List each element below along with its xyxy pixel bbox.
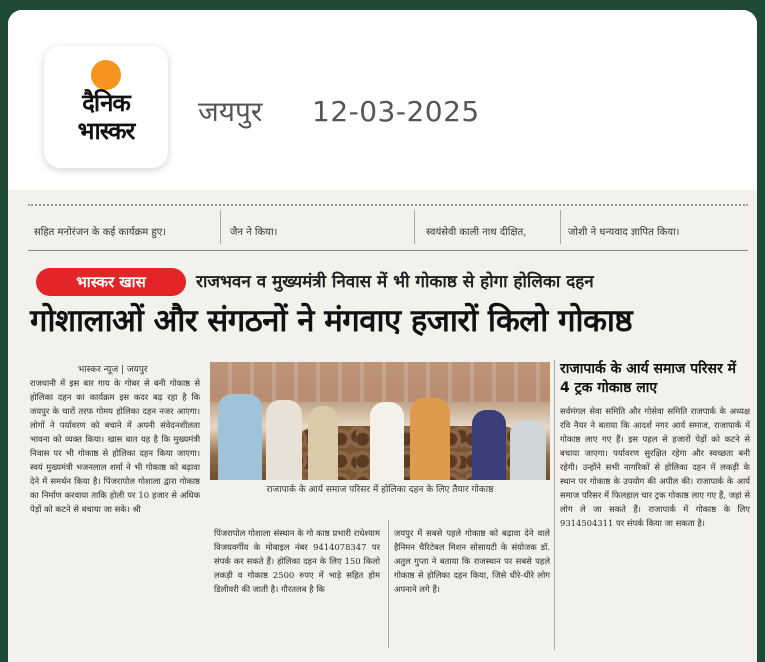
- article-column-4: सर्वमंगल सेवा समिति और गोसेवा समिति राजपार्क के अध्यक्ष रवि नैयर ने बताया कि आदर्श नगर आर्य समाज, राजापार्क में गोकाष्ठ लाए गए हैं। इस पहल से हजारों पेड़ों को कटने से बचाया जाएगा। पर्यावरण सुरक्षित रहेगा और स्वच्छता बनी रहेगी। उन्होंने सभी नागरिकों से होलिका दहन में लकड़ी के स्थान पर गोकाष्ठ के उपयोग की अपील की। राजापार्क के आर्य समाज परिसर में फिलहाल चार ट्रक गोकाष्ठ लाए गए हैं, जहां से लोग ले जा सकते हैं। राजापार्क में गोकाष्ठ के लिए 9314504311 पर संपर्क किया जा सकता है।: [560, 406, 750, 528]
- previous-article-fragment: [8, 200, 757, 240]
- photo-wall: [210, 362, 550, 402]
- top-snippet-3: स्वयंसेवी काली नाथ दीक्षित,: [426, 227, 527, 238]
- column-divider: [388, 520, 389, 648]
- subheading: राजापार्क के आर्य समाज परिसर में 4 ट्रक गोकाष्ठ लाए: [560, 361, 736, 396]
- edition-city: जयपुर: [198, 95, 263, 128]
- person-figure: [510, 420, 546, 480]
- column-divider: [554, 360, 555, 650]
- news-photo: [210, 362, 550, 480]
- top-snippet-2: जैन ने किया।: [230, 227, 278, 238]
- sun-icon: [91, 60, 121, 90]
- column-divider: [220, 210, 221, 244]
- article-column-2: पिंजरापोल गोशाला संस्थान के गो काष्ठ प्रभारी राधेश्याम विजयवर्गीय के मोबाइल नंबर 9414078347 पर संपर्क कर सकते हैं। होलिका दहन के लिए 150 किलो लकड़ी व गोकाष्ठ 2500 रुपए में भाड़े सहित होम डिलीवरी की जाती है। गौरतलब है कि: [214, 528, 380, 594]
- article-column-3: जयपुर में सबसे पहले गोकाष्ठ को बढ़ावा देने वाले हैनिमन चैरिटेबल मिशन सोसायटी के संयोजक डॉ. अतुल गुप्ता ने बताया कि राजस्थान पर सबसे पहले गोकाष्ठ से होलिका दहन किया, जिसे धीरे-धीरे लोग अपनाने लगे हैं।: [394, 528, 550, 594]
- article-column-1: राजधानी में इस बार गाय के गोबर से बनी गोकाष्ठ से होलिका दहन का कार्यक्रम इस कदर बढ़ रहा है कि जयपुर के चारों तरफ गोमय होलिका दहन नजर आएगा। लोगों ने पर्यावरण को बचाने में अपनी संवेदनशीलता भावना को व्यक्त किया। खास बात यह है कि मुख्यमंत्री निवास पर भी गोकाष्ठ से होलिका दहन किया जाएगा। स्वयं मुख्यमंत्री भजनलाल शर्मा ने भी गोकाष्ठ को बढ़ावा देने में समर्थन किया है। पिंजरापोल गोशाला द्वारा गोकाष्ठ का निर्माण करवाया ताकि होली पर 10 हजार से अधिक पेड़ों को कटने से बचाया जा सके। श्री: [30, 378, 200, 514]
- edition-date: 12-03-2025: [312, 95, 480, 128]
- person-figure: [472, 410, 506, 480]
- cropped-text-line: [28, 204, 748, 214]
- logo-line-2: भास्कर: [77, 117, 135, 145]
- logo-line-1: दैनिक: [82, 89, 130, 117]
- person-figure: [266, 400, 302, 480]
- dainik-bhaskar-logo: [44, 46, 168, 168]
- person-figure: [218, 394, 262, 480]
- top-snippet-1: सहित मनोरंजन के कई कार्यक्रम हुए।: [34, 227, 167, 238]
- column-divider: [414, 210, 415, 244]
- person-figure: [370, 402, 404, 480]
- top-snippet-4: जोशी ने धन्यवाद ज्ञापित किया।: [568, 227, 680, 238]
- newspaper-clipping: [8, 190, 757, 662]
- section-rule: [28, 250, 748, 251]
- source-header: [8, 10, 757, 190]
- person-figure: [308, 406, 338, 480]
- headline: गोशालाओं और संगठनों ने मंगवाए हजारों किलो गोकाष्ठ: [30, 303, 633, 339]
- kicker-line: राजभवन व मुख्यमंत्री निवास में भी गोकाष्ठ से होगा होलिका दहन: [196, 272, 594, 292]
- bhaskar-khas-badge: भास्कर खास: [36, 268, 186, 296]
- person-figure: [410, 398, 450, 480]
- screenshot-card: [8, 10, 757, 662]
- column-divider: [560, 210, 561, 244]
- photo-caption: राजापार्क के आर्य समाज परिसर में होलिका दहन के लिए तैयार गोकाष्ठ: [266, 485, 494, 495]
- byline: भास्कर न्यूज | जयपुर: [78, 365, 148, 375]
